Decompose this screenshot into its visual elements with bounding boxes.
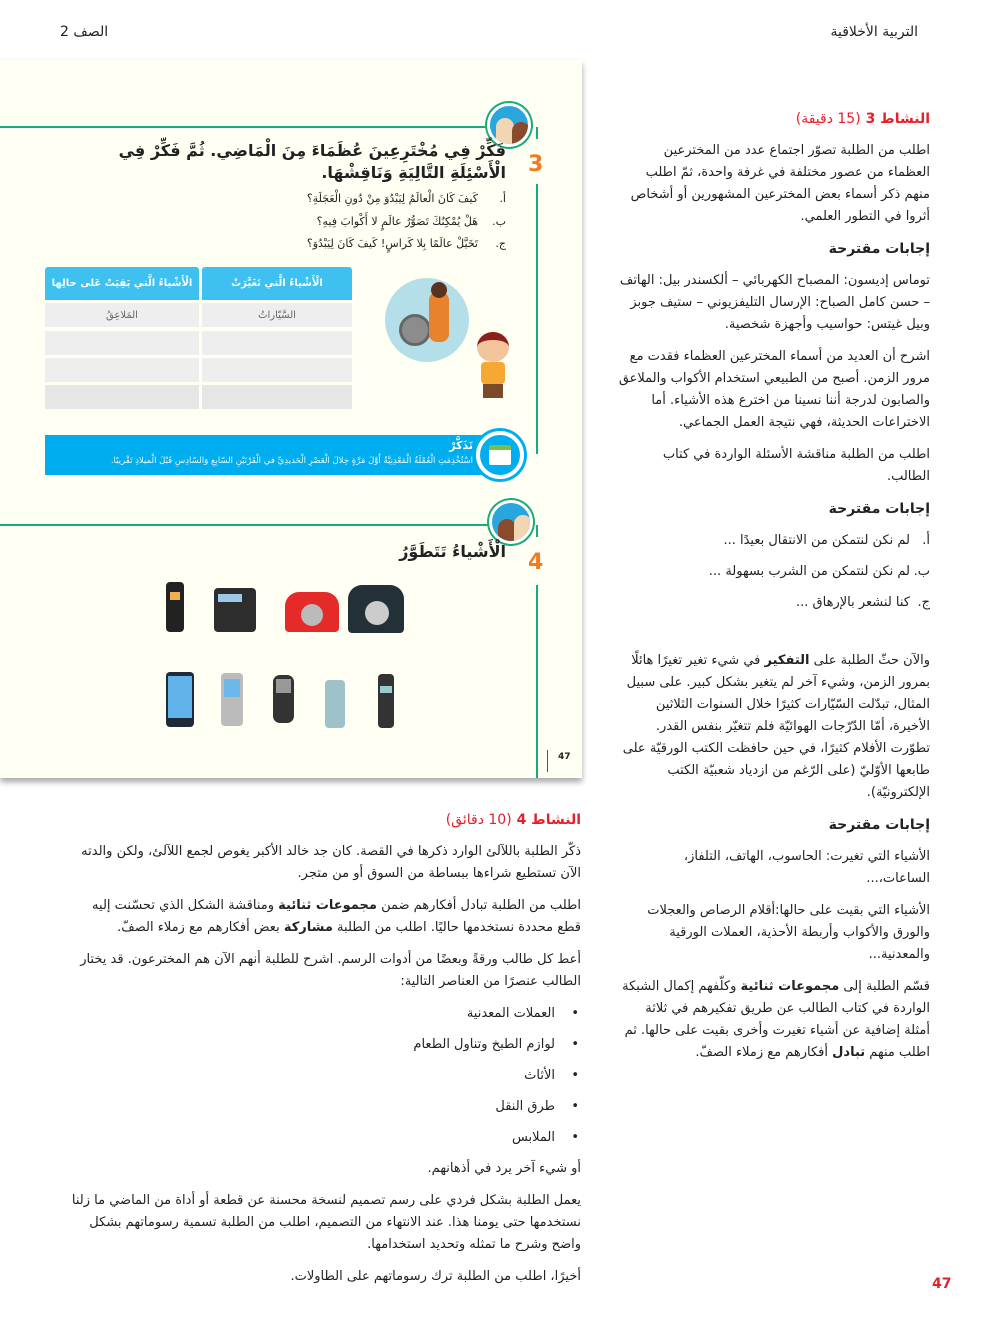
student-page-number: 47: [558, 752, 571, 762]
table-header-changed: الْأَشْياءُ الَّتي تَغَيَّرَتْ: [202, 267, 352, 300]
table-cell[interactable]: [45, 358, 199, 382]
questions-list: أ.كَيفَ كَانَ الْعالَمُ لِيَبْدُوَ مِنْ دُونِ الْعَجَلَةِ؟ ب.هَلْ يُمْكِنُكَ تَصَوُّرُ عالَمٍ لا أَكْوابَ فِيهِ؟ ج.تَخَيَّلْ عالَمًا بِلا كَراسٍ! كَيفَ كَانَ لِيَبْدُوَ؟: [306, 192, 506, 250]
brick-phone-image: [325, 680, 345, 728]
activity4-heading: النشاط 4 (10 دقائق): [445, 812, 581, 828]
answers-list: أ.لم نكن لنتمكن من الانتقال بعيدًا ... ب.لم نكن لنتمكن من الشرب بسهولة ... ج.كنا لنشعر بالإرهاق ...: [708, 533, 930, 610]
remember-banner: تَذَكَّرْ اسْتُخْدِمَتِ الْعُمْلَةُ الْمَعْدِنِيَّةُ أَوَّلَ مَرَّةٍ خِلالَ الْعَصْرِ الْحَديدِيِّ في الْقَرْنَيْنِ السّابِعِ وَالسّادِسِ قَبْلَ الْميلادِ تَقْريبًا.: [45, 435, 505, 475]
activity4-guide: النشاط 4 (10 دقائق) ذكّر الطلبة باللآلئ الوارد ذكرها في القصة. كان جد خالد الأكبر يغوص لجمع اللآلئ، ولكن والدته الآن تستطيع شراءها ببساطة من السوق أو من متجر. اطلب من الطلبة تبادل أفكارهم ضمن مجموعات ثنائية ومناقشة الشكل الذي تحسّنت إليه قطع محددة نستخدمها حاليًا. اطلب من الطلبة مشاركة بعض أفكارهم مع زملاء الصفّ. أعط كل طالب ورقةً وبعضًا من أدوات الرسم. اشرح للطلبة أنهم الآن هم المخترعون. قد يختار الطالب عنصرًا من العناصر التالية: • العملات المعدنية • لوازم الطبخ وتناول الطعام • الأثاث • طرق النقل • الملابس أو شيء آخر يرد في أذهانهم. يعمل الطلبة بشكل فردي على رسم تصميم لنسخة محسنة عن قطعة أو أداة من الماضي ما زلنا نستخدمها حتى يومنا هذا. عند الانتهاء من التصميم، اطلب من الطلبة تسمية رسوماتهم بشكل واضح وشرح ما تمثله وتحديد استخدامها. أخيرًا، اطلب من الطلبة ترك رسوماتهم على الطاولات.: [69, 809, 581, 1298]
office-phone-image: [214, 588, 256, 632]
slim-phone-image: [221, 673, 243, 726]
table-cell[interactable]: [202, 331, 352, 355]
table-cell: السَّيّاراتُ: [202, 303, 352, 327]
list-item: • طرق النقل: [69, 1096, 581, 1118]
activity-number: 4: [528, 550, 544, 575]
activity-number: 3: [528, 152, 544, 177]
activity3-guide: النشاط 3 (15 دقيقة) اطلب من الطلبة تصوّر اجتماع عدد من المخترعين العظماء من عصور مختلفة في غرفة واحدة، ثمّ اطلب منهم ذكر أسماء بعض المخترعين المشهورين أو أشخاص أثروا في التطور العلمي. إجابات مقترحة توماس إديسون: المصباح الكهربائي – ألكسندر بيل: الهاتف – حسن كامل الصباح: الإرسال التليفزيوني – ستيف جوبز وبيل غيتس: حواسيب وأجهزة شخصية. اشرح أن العديد من أسماء المخترعين العظماء فقدت مع مرور الزمن. أصبح من الطبيعي استخدام الأكواب والملاعق والصابون لدرجة أننا نسينا من اخترع هذه الأشياء. أما الاختراعات الحديثة، فهي نتيجة العمل الجماعي. اطلب من الطلبة مناقشة الأسئلة الواردة في كتاب الطالب. إجابات مقترحة أ.لم نكن لنتمكن من الانتقال بعيدًا ... ب.لم نكن لنتمكن من الشرب بسهولة ... ج.كنا لنشعر بالإرهاق ... والآن حثّ الطلبة على التفكير في شيء تغير تغيرًا هائلًا بمرور الزمن، وشيء آخر لم يتغير بشكل كبير. على سبيل المثال، تبدّلت السّيّارات كثيرًا خلال السنوات الثلاثين الأخيرة، أمّا الدّرّجات الهوائيّة فلم تتغيّر بنفس القدر. تطوّرت الأفلام كثيرًا، في حين حافظت الكتب الورقيّة على طابعها الأوّليّ (على الرّغم من ازدياد شعبيّة الكتب الإلكترونيّة). إجابات مقترحة الأشياء التي تغيرت: الحاسوب، الهاتف، التلفاز، الساعات،... الأشياء التي بقيت على حالها:أقلام الرصاص والعجلات والورق والأكواب وأربطة الأحذية، العملات الورقية والمعدنية... قسّم الطلبة إلى مجموعات ثنائية وكلّفهم إكمال الشبكة الواردة في كتاب الطالب عن طريق تفكيرهم في ثلاثة أمثلة إضافية عن أشياء تغيرت وأخرى بقيت على حالها. ثم اطلب منهم تبادل أفكارهم مع زملاء الصفّ.: [618, 108, 930, 1074]
student-book-page: [0, 60, 582, 778]
activity-title: فَكِّرْ فِي مُخْتَرِعِينَ عُظَمَاءَ مِنَ الْمَاضِي. ثُمَّ فَكِّرْ فِي الْأَسْئِلَةِ التَّالِيَةِ وَنَاقِشْهَا.: [118, 141, 506, 182]
black-rotary-phone-image: [348, 585, 404, 633]
list-item: • العملات المعدنية: [69, 1003, 581, 1025]
list-item: • الملابس: [69, 1127, 581, 1149]
calendar-icon: [476, 431, 524, 479]
red-rotary-phone-image: [285, 592, 339, 632]
items-list: [69, 1003, 581, 1149]
subject-title: التربية الأخلاقية: [830, 24, 918, 40]
table-cell[interactable]: [45, 385, 199, 409]
table-header-unchanged: الْأَشْياءُ الَّتي بَقِيَتْ عَلى حالِها: [45, 267, 199, 300]
list-item: • لوازم الطبخ وتناول الطعام: [69, 1034, 581, 1056]
smartphone-image: [166, 672, 194, 727]
table-cell[interactable]: [45, 331, 199, 355]
cordless-phone-image: [166, 582, 184, 632]
page-number: 47: [932, 1276, 952, 1292]
early-mobile-phone-image: [378, 674, 394, 728]
grade-label: الصف 2: [60, 24, 109, 40]
table-cell: المَلاعِقُ: [45, 303, 199, 327]
caveman-wheel-illustration: [385, 278, 469, 362]
activity3-heading: النشاط 3 (15 دقيقة): [795, 111, 930, 127]
table-cell[interactable]: [202, 358, 352, 382]
thinking-boy-illustration: [473, 332, 513, 404]
students-avatar-icon: [489, 500, 533, 544]
table-cell[interactable]: [202, 385, 352, 409]
list-item: • الأثاث: [69, 1065, 581, 1087]
feature-phone-image: [273, 675, 294, 723]
activity-title: الْأَشْياءُ تَتَطَوَّرُ: [399, 542, 506, 561]
